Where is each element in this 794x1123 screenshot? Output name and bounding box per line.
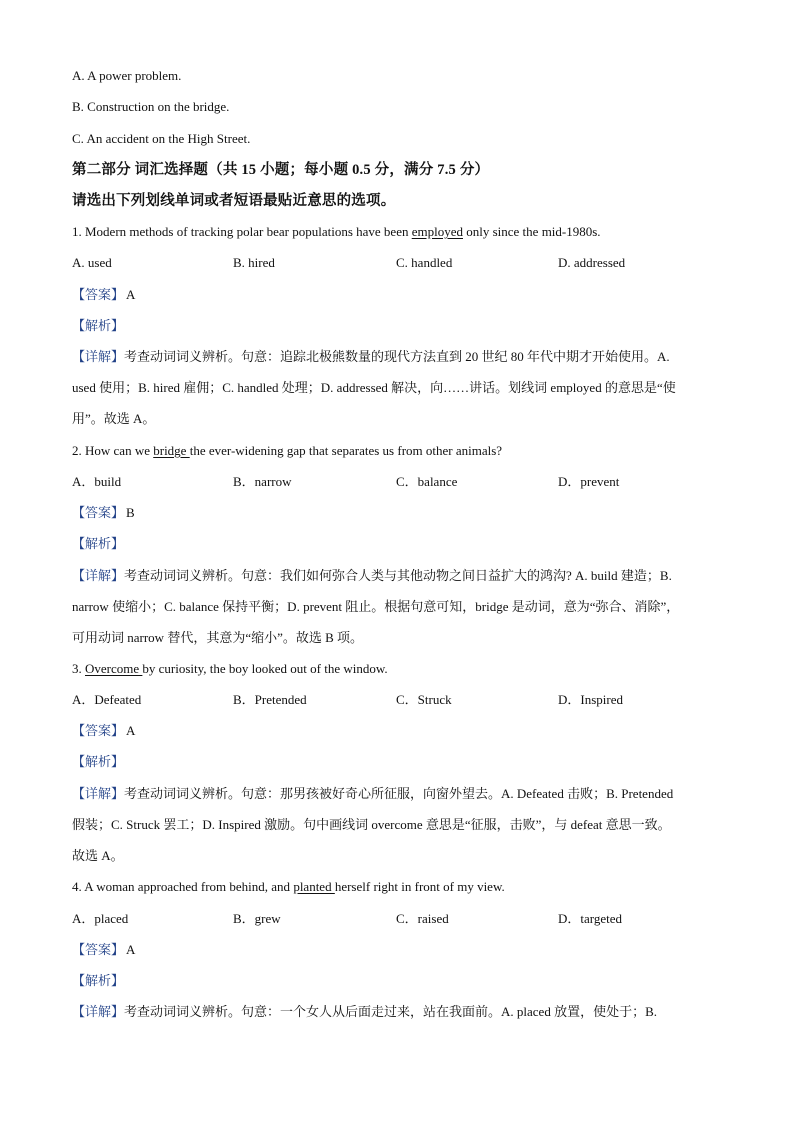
question-2-stem: [72, 441, 732, 461]
answer-label: 【答案】: [72, 505, 125, 520]
prev-option-c: C. An accident on the High Street.: [72, 131, 251, 146]
question-2-detail-line-2: narrow 使缩小；C. balance 保持平衡；D. prevent 阻止。根据句意可知，bridge 是动词，意为“弥合、消除”，: [72, 599, 680, 614]
detail-label: 【详解】: [72, 349, 125, 364]
answer-label: 【答案】: [72, 287, 125, 302]
answer-label: 【答案】: [72, 942, 125, 957]
question-1-detail-line-3: 用”。故选 A。: [72, 411, 156, 426]
analysis-label: 【解析】: [72, 536, 125, 551]
question-1-detail-line-2: used 使用；B. hired 雇佣；C. handled 处理；D. addressed 解决，向……讲话。划线词 employed 的意思是“使: [72, 380, 676, 395]
question-2-answer: [72, 503, 732, 523]
question-2-option-c: C．balance: [396, 474, 458, 489]
detail-text: 考查动词词义辨析。句意：一个女人从后面走过来，站在我面前。A. placed 放置，使处于；B.: [124, 1004, 657, 1019]
question-4-stem: [72, 877, 732, 897]
section-instruction: 请选出下列划线单词或者短语最贴近意思的选项。: [72, 193, 396, 209]
question-2-analysis: [72, 534, 732, 554]
question-2-options: [72, 472, 732, 492]
question-3-option-b: B．Pretended: [233, 692, 307, 707]
question-2-underlined: bridge: [153, 443, 190, 458]
detail-text: 考查动词词义辨析。句意：我们如何弥合人类与其他动物之间日益扩大的鸿沟? A. build 建造；B.: [124, 568, 672, 583]
analysis-label: 【解析】: [72, 318, 125, 333]
question-1-option-c: C. handled: [396, 255, 453, 270]
section-title: 第二部分 词汇选择题（共 15 小题；每小题 0.5 分，满分 7.5 分）: [72, 162, 490, 178]
question-4-pre: 4. A woman approached from behind, and: [72, 879, 294, 894]
question-3-option-a: A．Defeated: [72, 692, 142, 707]
question-3-option-c: C．Struck: [396, 692, 452, 707]
question-4-option-d: D．targeted: [558, 911, 623, 926]
prev-option-a: A. A power problem.: [72, 68, 182, 83]
question-1-answer: [72, 285, 732, 305]
question-2-detail-line-3: 可用动词 narrow 替代，其意为“缩小”。故选 B 项。: [72, 630, 364, 645]
question-1-post: only since the mid-1980s.: [462, 224, 601, 239]
question-3-detail-line-3: 故选 A。: [72, 848, 124, 863]
question-4-analysis: [72, 971, 732, 991]
prev-option-b: B. Construction on the bridge.: [72, 99, 230, 114]
question-3-stem: [72, 659, 732, 679]
answer-value: A: [126, 942, 136, 957]
question-3-analysis: [72, 752, 732, 772]
question-3-detail-line-1: [72, 784, 732, 804]
question-2-option-a: A．build: [72, 474, 122, 489]
question-4-underlined: planted: [293, 879, 335, 894]
question-3-pre: 3.: [72, 661, 85, 676]
question-4-detail-line-1: [72, 1002, 732, 1022]
question-1-underlined: employed: [411, 224, 463, 239]
question-2-option-d: D．prevent: [558, 474, 620, 489]
answer-value: A: [126, 723, 136, 738]
question-3-options: [72, 690, 732, 710]
question-3-answer: [72, 721, 732, 741]
detail-text: 考查动词词义辨析。句意：那男孩被好奇心所征服，向窗外望去。A. Defeated 击败；B. Pretended: [124, 786, 674, 801]
answer-value: B: [126, 505, 135, 520]
question-1-options: [72, 253, 732, 273]
question-4-option-b: B．grew: [233, 911, 281, 926]
question-4-options: [72, 909, 732, 929]
question-4-answer: [72, 940, 732, 960]
question-1-option-a: A. used: [72, 255, 112, 270]
question-1-option-b: B. hired: [233, 255, 275, 270]
question-2-detail-line-1: [72, 566, 732, 586]
question-1-stem: [72, 222, 732, 242]
analysis-label: 【解析】: [72, 754, 125, 769]
answer-label: 【答案】: [72, 723, 125, 738]
question-2-option-b: B．narrow: [233, 474, 292, 489]
question-2-pre: 2. How can we: [72, 443, 154, 458]
question-4-option-c: C．raised: [396, 911, 449, 926]
question-1-option-d: D. addressed: [558, 255, 626, 270]
question-3-underlined: Overcome: [85, 661, 143, 676]
question-3-post: by curiosity, the boy looked out of the window.: [142, 661, 388, 676]
analysis-label: 【解析】: [72, 973, 125, 988]
answer-value: A: [126, 287, 136, 302]
detail-label: 【详解】: [72, 1004, 125, 1019]
detail-label: 【详解】: [72, 786, 125, 801]
question-1-pre: 1. Modern methods of tracking polar bear populations have been: [72, 224, 412, 239]
question-2-post: the ever-widening gap that separates us from other animals?: [189, 443, 503, 458]
detail-text: 考查动词词义辨析。句意：追踪北极熊数量的现代方法直到 20 世纪 80 年代中期才开始使用。A.: [124, 349, 670, 364]
question-3-option-d: D．Inspired: [558, 692, 623, 707]
question-1-detail-line-1: [72, 347, 732, 367]
question-4-post: herself right in front of my view.: [334, 879, 505, 894]
question-1-analysis: [72, 316, 732, 336]
question-3-detail-line-2: 假装；C. Struck 罢工；D. Inspired 激励。句中画线词 overcome 意思是“征服，击败”，与 defeat 意思一致。: [72, 817, 671, 832]
question-4-option-a: A．placed: [72, 911, 129, 926]
detail-label: 【详解】: [72, 568, 125, 583]
